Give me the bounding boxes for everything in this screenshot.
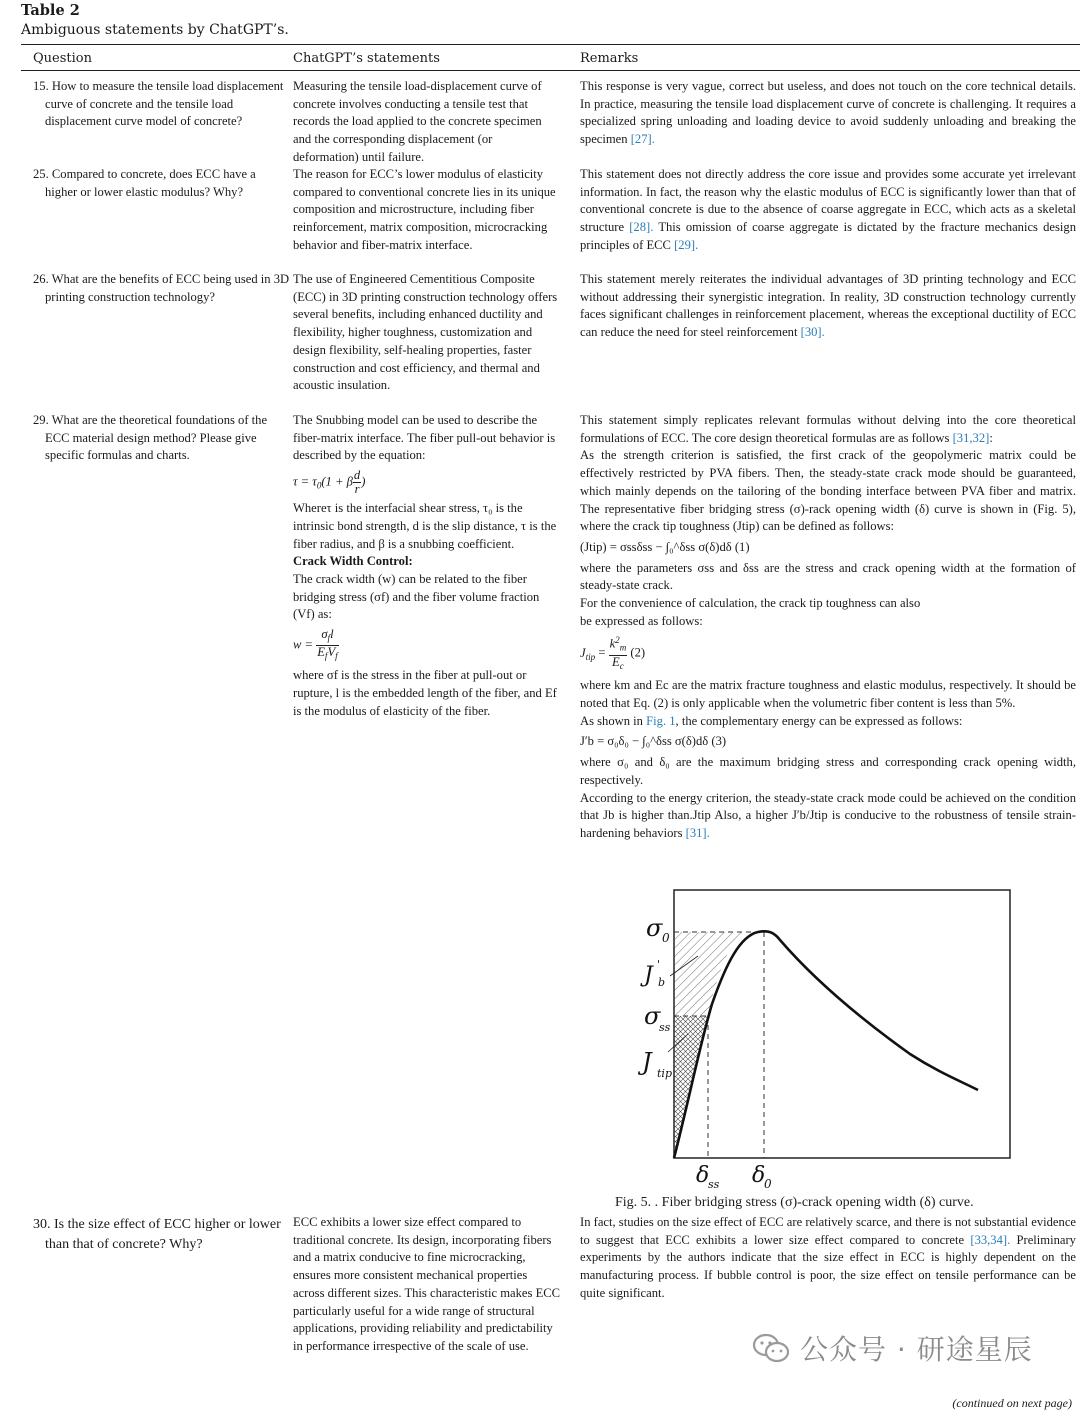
equation-2-number: (2) [630, 645, 646, 660]
statement-crack-width: The crack width (w) can be related to the fiber bridging stress (σf) and the fiber volume fraction (Vf) as: [293, 571, 540, 622]
statement-where-sigma: where σf is the stress in the fiber at pull-out or rupture, l is the embedded length of the fiber, and Ef is the modulus of elasticity of the fiber. [293, 668, 557, 718]
row-29-statement [293, 412, 561, 720]
top-rule [21, 44, 1080, 45]
row-29-remark [580, 412, 1076, 843]
row-29-question: 29. What are the theoretical foundations of the ECC material design method? Please give specific formulas and charts. [33, 413, 268, 463]
equation-2: $J_{tip}$ = $\frac{k^2_m}{E_c}$ (2) [580, 635, 646, 672]
row-26-remark [580, 271, 1076, 342]
remark-intro: This statement simply replicates relevant formulas without delving into the core theoretical formulations of ECC. The core design theoretical formulas are as follows [31,32]: [580, 413, 1076, 445]
row-25-remark [580, 166, 1076, 255]
row-30-citation[interactable]: [33,34]. [970, 1232, 1011, 1247]
statement-where-tau: Whereτ is the interfacial shear stress, τ₀ is the intrinsic bond strength, d is the slip distance, τ is the fiber radius, and β is a snubbing coefficient. [293, 501, 557, 551]
row-30-remark [580, 1214, 1076, 1303]
jtip-sub: tip [657, 1067, 672, 1080]
figure-5-chart [628, 884, 1018, 1194]
watermark-text: 公众号 · 研途星辰 [800, 1333, 1033, 1366]
header-rule [21, 70, 1080, 71]
header-statements: ChatGPT’s statements [293, 51, 440, 66]
row-15-remark [580, 78, 1076, 149]
sigma0-label: σ [646, 914, 663, 942]
row-30-remark-text: In fact, studies on the size effect of ECC are relatively scarce, and there is not substantial evidence to suggest that ECC exhibits a lower size effect compared to concrete [580, 1215, 1076, 1247]
table-caption: Ambiguous statements by ChatGPT’s. [21, 22, 289, 38]
row-30-remark-tail: Preliminary experiments by the authors indicate that the size effect in ECC is highly dependent on the manufacturing process. If bubble control is poor, the size effect on tensile performance can be quite significant. [580, 1232, 1076, 1300]
delta-ss-sub: ss [708, 1178, 720, 1191]
remark-p5 [580, 713, 1076, 731]
jb-sub: b [658, 976, 666, 989]
figure-frame [674, 890, 1010, 1158]
figure-5-caption: Fig. 5. . Fiber bridging stress (σ)-crack opening width (δ) curve. [615, 1195, 974, 1210]
remark-p6: where σ₀ and δ₀ are the maximum bridging stress and corresponding crack opening width, respectively. [580, 755, 1076, 787]
remark-p3b: be expressed as follows: [580, 613, 703, 628]
crack-width-heading: Crack Width Control: [293, 554, 413, 569]
remark-p7-citation[interactable]: [31]. [685, 825, 710, 840]
row-30-statement: ECC exhibits a lower size effect compared to traditional concrete. Its design, incorporating fibers and a matrix conducive to fine microcracking, ensures more consistent mechanical properties across different sizes. This characteristic makes ECC particularly useful for a wide range of structural applications, providing reliability and predictability in performance irrespective of the scale of use. [293, 1215, 561, 1353]
row-15-remark-text: This response is very vague, correct but useless, and does not touch on the core technical details. In practice, measuring the tensile load displacement curve of concrete is challenging. It requires a specialized spring unloading and loading device to avoid suddenly unloading and breaking the specimen [580, 79, 1076, 147]
header-question: Question [33, 51, 92, 66]
row-15-statement: Measuring the tensile load-displacement curve of concrete involves conducting a tensile test that records the load applied to the concrete specimen and the corresponding displacement (or deformation) until failure. [293, 79, 542, 164]
row-15-citation[interactable]: [27]. [630, 132, 655, 147]
watermark [752, 1328, 1033, 1368]
remark-p1: As the strength criterion is satisfied, the first crack of the geopolymeric matrix could be effectively restricted by PVA fibers. Then, the steady-state crack mode should be guaranteed, which mainly depends on the tailoring of the bonding interface between PVA fiber and matrix. The representative fiber bridging stress (σ)-rack opening width (δ) curve is shown in (Fig. 5), where the crack tip toughness (Jtip) can be defined as follows: [580, 448, 1076, 534]
row-26-statement: The use of Engineered Cementitious Composite (ECC) in 3D printing construction technology offers several benefits, including enhanced ductility and flexibility, higher toughness, customization and design flexibility, self-healing properties, faster construction and cost efficiency, and thermal and acoustic insulation. [293, 272, 558, 393]
remark-p7-text: According to the energy criterion, the steady-state crack mode could be achieved on the condition that Jb is higher than.Jtip Also, a higher J′b/Jtip is conducive to the robustness of tensile strain-hardening behaviors [580, 790, 1076, 840]
crack-width-equation: w = $\frac{\sigma_fl}{E_fV_f}$ [293, 627, 338, 662]
row-30-question: 30. Is the size effect of ECC higher or lower than that of concrete? Why? [33, 1217, 281, 1252]
remark-intro-citation[interactable]: [31,32] [952, 430, 990, 445]
remark-p7 [580, 790, 1076, 843]
equation-3: J′b = σ₀δ₀ − ∫₀^δss σ(δ)dδ (3) [580, 734, 727, 749]
remark-intro-text: This statement simply replicates relevant formulas without delving into the core theoretical formulations of ECC. The core design theoretical formulas are as follows [580, 413, 1076, 445]
row-26-question: 26. What are the benefits of ECC being used in 3D printing construction technology? [33, 272, 290, 304]
delta0-label: δ [752, 1163, 766, 1188]
row-25-citation-1[interactable]: [28]. [629, 220, 654, 235]
sigma-ss-label: σ [644, 1002, 661, 1030]
continued-note: (continued on next page) [952, 1396, 1072, 1410]
remark-p3a: For the convenience of calculation, the crack tip toughness can also [580, 596, 921, 611]
header-remarks: Remarks [580, 51, 639, 66]
remark-p2: where the parameters σss and δss are the stress and crack opening width at the formation of steady-state crack. [580, 560, 1076, 593]
table-label: Table 2 [21, 2, 80, 19]
remark-p5-pre: As shown in [580, 713, 643, 728]
delta-ss-label: δ [696, 1163, 710, 1188]
statement-intro: The Snubbing model can be used to describe the fiber-matrix interface. The fiber pull-out behavior is described by the equation: [293, 413, 556, 463]
jb-sup: ' [657, 958, 661, 971]
wechat-icon [752, 1333, 790, 1363]
row-25-citation-2[interactable]: [29]. [674, 237, 699, 252]
snubbing-equation: $\tau = \tau_0(1 + \beta$ $\frac{d}{r}$ ) [293, 468, 366, 497]
row-26-remark-text: This statement merely reiterates the individual advantages of 3D printing technology and ECC without addressing their synergistic integration. In reality, 3D construction technology currently faces significant challenges in reinforcement placement, whereas the exceptional ductility of ECC can reduce the need for steel reinforcement [580, 272, 1076, 340]
delta0-sub: 0 [764, 1177, 772, 1191]
remark-p5-post: , the complementary energy can be expressed as follows: [675, 713, 963, 728]
row-25-remark-tail: This omission of coarse aggregate is dictated by the fracture mechanics design principles of ECC [580, 220, 1076, 252]
row-26-citation[interactable]: [30]. [800, 325, 825, 340]
fig-1-link[interactable]: Fig. 1 [646, 713, 676, 728]
jtip-label: J [642, 1048, 652, 1076]
sigma0-sub: 0 [662, 931, 670, 945]
remark-p4: where km and Ec are the matrix fracture toughness and elastic modulus, respectively. It should be noted that Eq. (2) is only applicable when the volumetric fiber content is less than 5%. [580, 678, 1076, 711]
equation-1: (Jtip) = σssδss − ∫₀^δss σ(δ)dδ (1) [580, 539, 750, 554]
sigma-ss-sub: ss [659, 1021, 671, 1034]
jb-label: J [644, 963, 653, 988]
row-25-remark-text: This statement does not directly address the core issue and provides some accurate yet irrelevant information. In fact, the reason why the elastic modulus of ECC is significantly lower than that of conventional concrete is due to the absence of coarse aggregate in ECC, which acts as a skeletal structure [580, 167, 1076, 235]
row-25-question: 25. Compared to concrete, does ECC have a higher or lower elastic modulus? Why? [33, 167, 256, 199]
row-15-question: 15. How to measure the tensile load displacement curve of concrete and the tensile load displacement curve model of concrete? [33, 79, 284, 129]
row-25-statement: The reason for ECC’s lower modulus of elasticity compared to conventional concrete lies in its unique composition and microstructure, including fiber reinforcement, matrix composition, microcracking behavior and fiber-matrix interface. [293, 167, 556, 252]
